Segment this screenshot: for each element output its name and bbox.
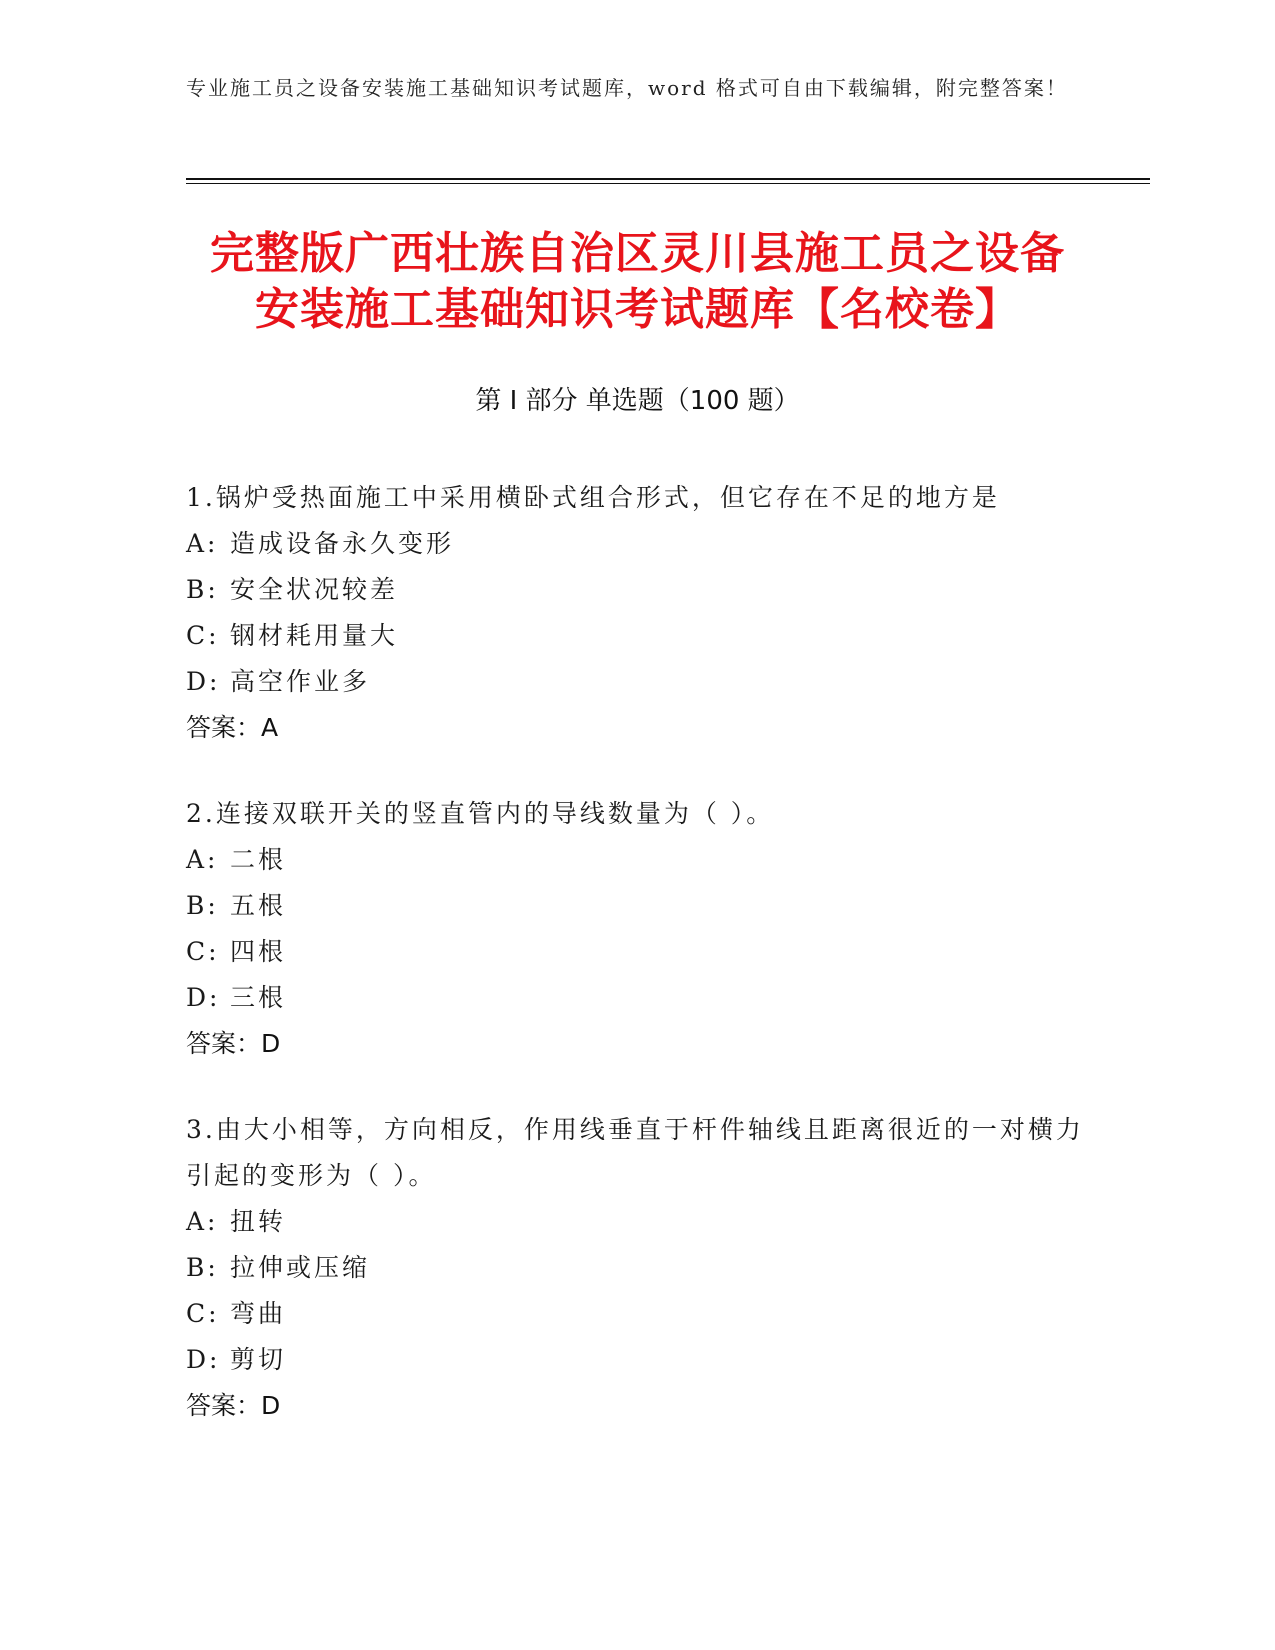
section-title: 第 I 部分 单选题（100 题）: [475, 386, 800, 416]
option-letter: D:: [186, 1345, 221, 1374]
option-c: [186, 613, 1086, 659]
option-text: 扭转: [230, 1207, 287, 1236]
option-letter: D:: [186, 667, 221, 696]
option-text: 剪切: [230, 1345, 287, 1374]
option-letter: C:: [186, 1299, 220, 1328]
document-title: [150, 226, 1125, 338]
header-rule-thick: [186, 178, 1150, 180]
header-rule-thin: [186, 183, 1150, 184]
option-a: [186, 837, 1086, 883]
option-letter: C:: [186, 621, 220, 650]
option-b: [186, 883, 1086, 929]
document-title-line-2: 安装施工基础知识考试题库【名校卷】: [255, 284, 1020, 335]
question-stem: 1.锅炉受热面施工中采用横卧式组合形式，但它存在不足的地方是: [186, 483, 1000, 512]
option-text: 钢材耗用量大: [230, 621, 399, 650]
question-2: [186, 791, 1086, 1067]
option-text: 二根: [230, 845, 287, 874]
answer-line: 答案：A: [186, 713, 279, 742]
option-text: 高空作业多: [230, 667, 371, 696]
option-a: [186, 521, 1086, 567]
option-c: [186, 929, 1086, 975]
option-letter: D:: [186, 983, 221, 1012]
option-letter: B:: [186, 891, 219, 920]
option-b: [186, 1245, 1086, 1291]
option-letter: A:: [186, 1207, 219, 1236]
option-d: [186, 659, 1086, 705]
question-stem: 2.连接双联开关的竖直管内的导线数量为（ ）。: [186, 799, 775, 828]
answer-line: 答案：D: [186, 1029, 281, 1058]
document-title-line-1: 完整版广西壮族自治区灵川县施工员之设备: [210, 228, 1065, 279]
option-d: [186, 1337, 1086, 1383]
option-letter: B:: [186, 575, 219, 604]
question-stem: 3.由大小相等，方向相反，作用线垂直于杆件轴线且距离很近的一对横力引起的变形为（ ）。: [186, 1115, 1084, 1190]
option-text: 三根: [230, 983, 287, 1012]
option-text: 安全状况较差: [230, 575, 399, 604]
option-letter: A:: [186, 845, 219, 874]
header-note: 专业施工员之设备安装施工基础知识考试题库，word 格式可自由下载编辑，附完整答案！: [186, 76, 1068, 100]
option-c: [186, 1291, 1086, 1337]
option-letter: B:: [186, 1253, 219, 1282]
question-3: [186, 1107, 1086, 1429]
question-list: [186, 475, 1086, 1469]
option-text: 五根: [230, 891, 287, 920]
option-b: [186, 567, 1086, 613]
option-a: [186, 1199, 1086, 1245]
option-text: 四根: [230, 937, 287, 966]
option-letter: A:: [186, 529, 219, 558]
answer-line: 答案：D: [186, 1391, 281, 1420]
option-d: [186, 975, 1086, 1021]
option-text: 拉伸或压缩: [230, 1253, 371, 1282]
option-letter: C:: [186, 937, 220, 966]
question-1: [186, 475, 1086, 751]
option-text: 弯曲: [230, 1299, 287, 1328]
option-text: 造成设备永久变形: [230, 529, 455, 558]
